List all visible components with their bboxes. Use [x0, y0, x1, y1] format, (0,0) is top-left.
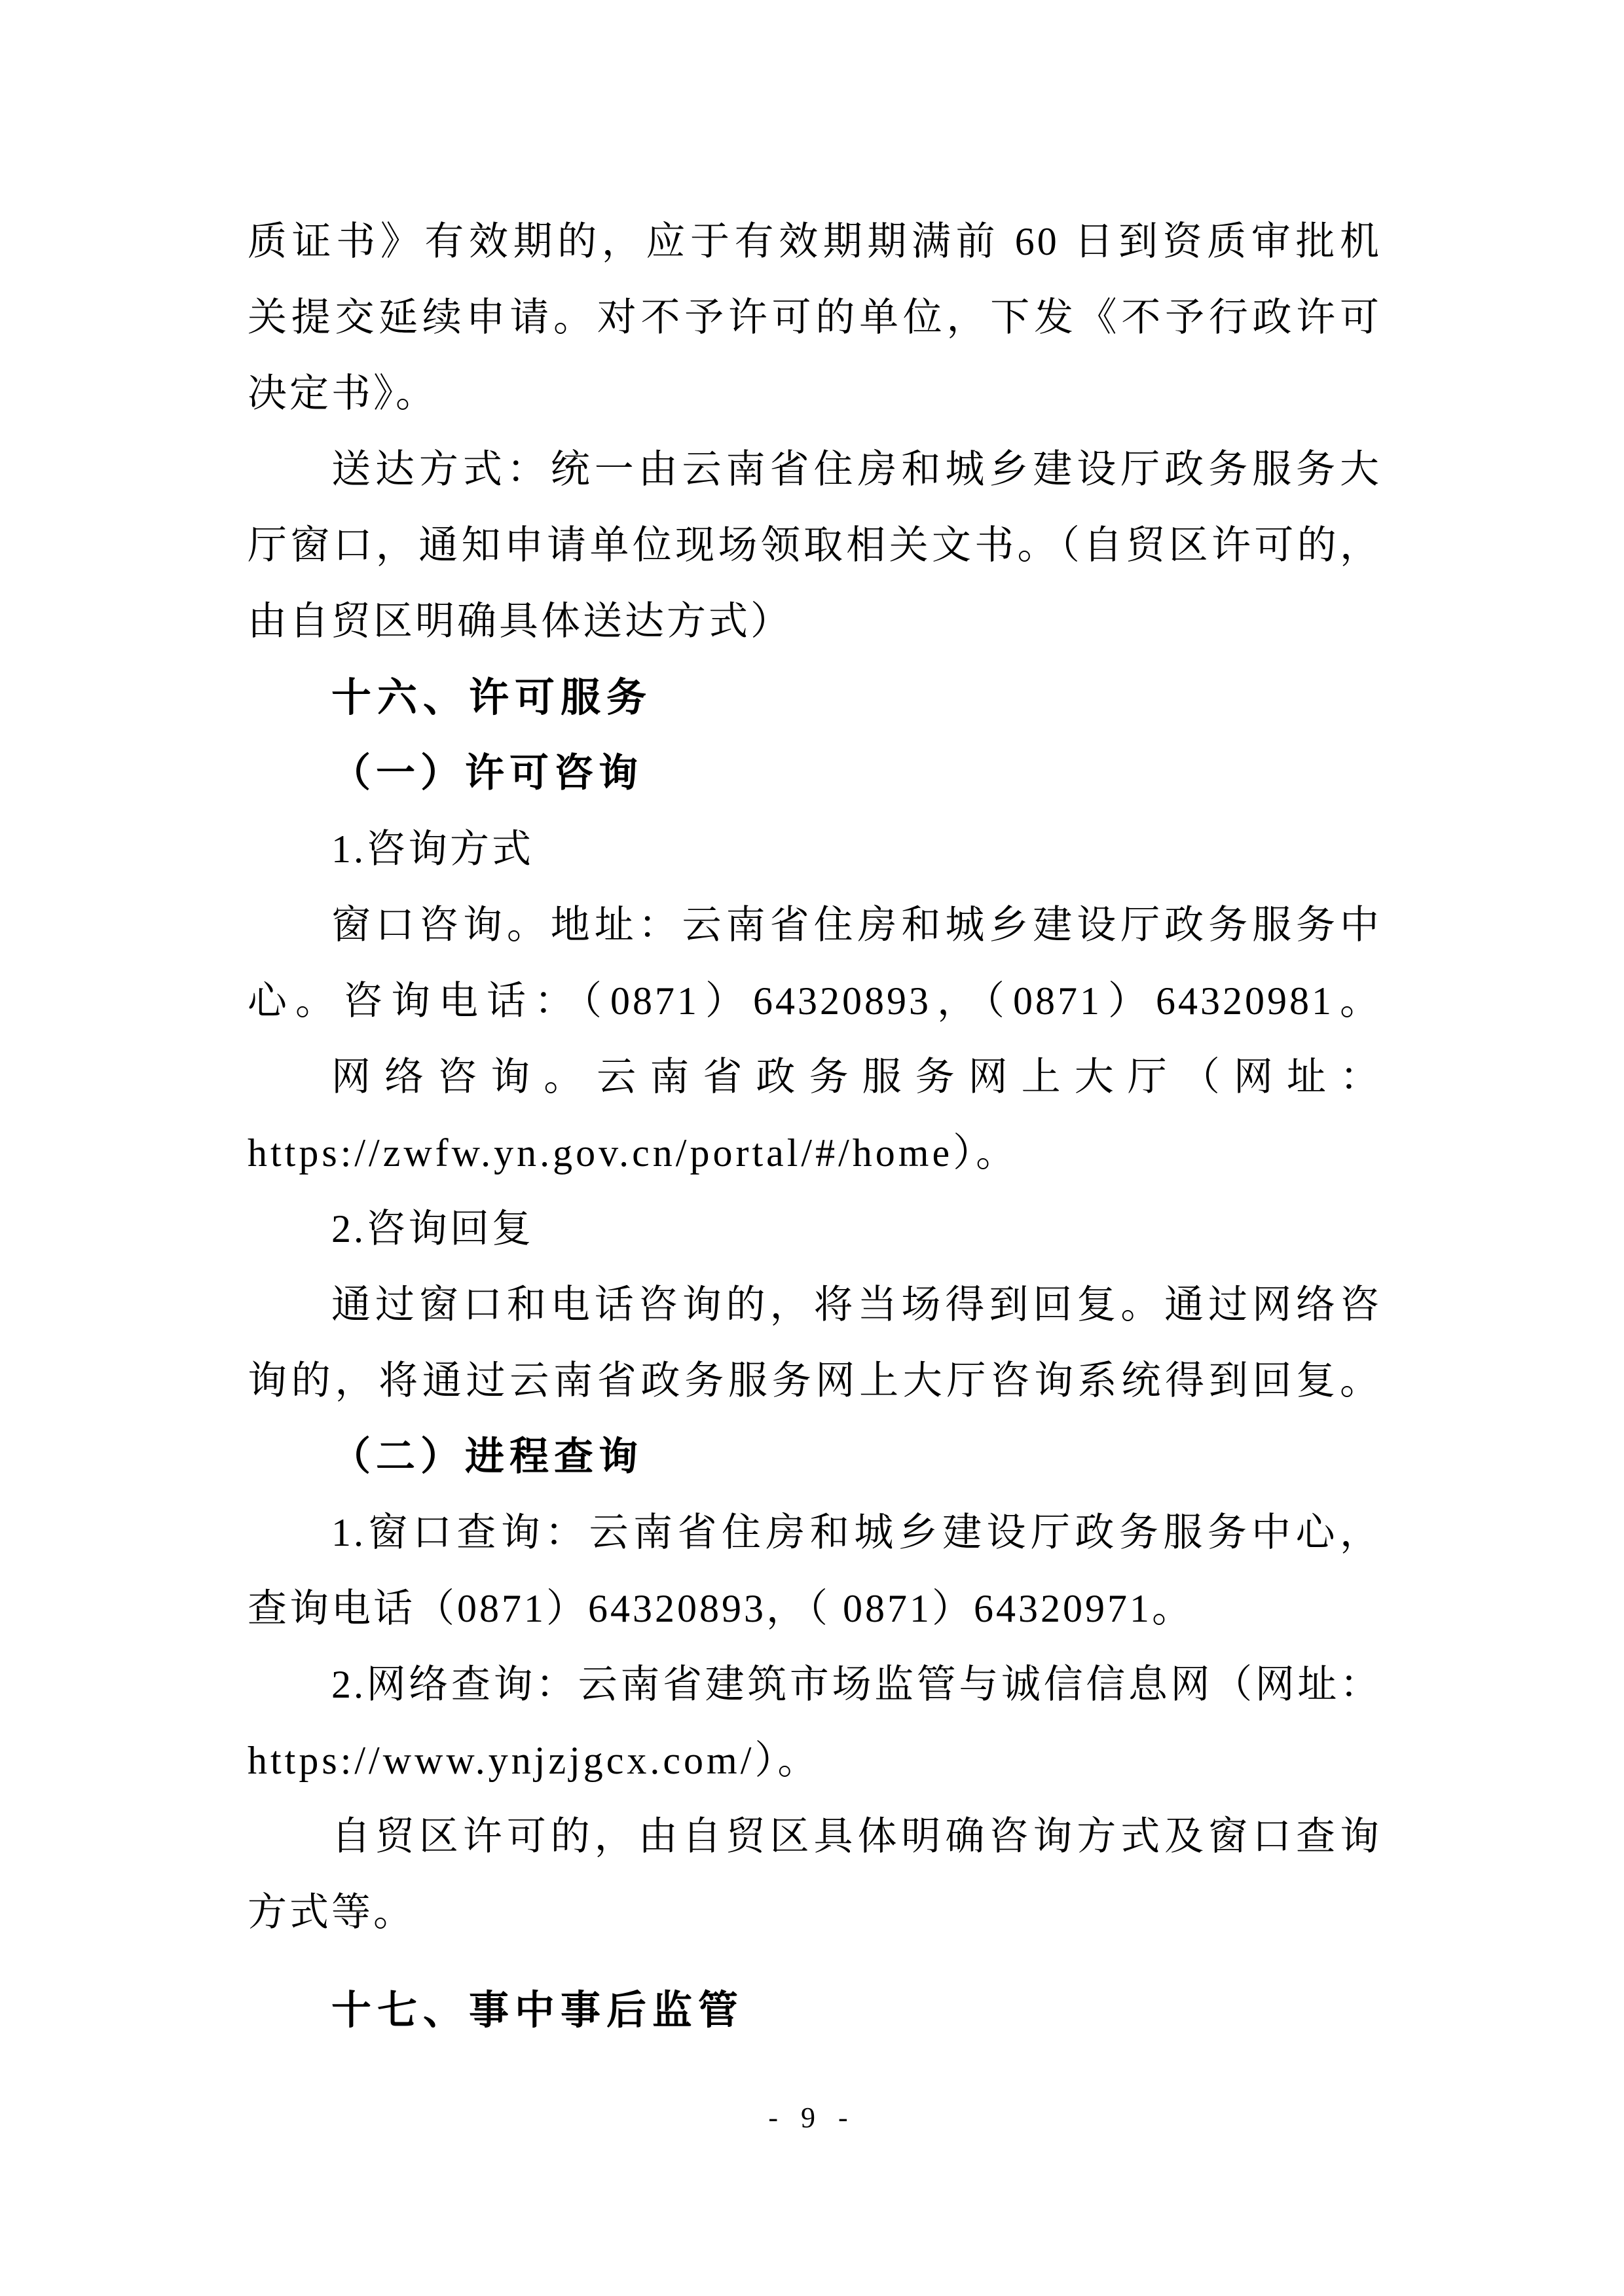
text-line: 网络咨询。云南省政务服务网上大厅（网址： [331, 1055, 1382, 1099]
text-line: 心。咨询电话：（0871）64320893，（0871）64320981。 [248, 979, 1382, 1023]
text-line: 1.咨询方式 [331, 828, 534, 871]
text-line: 质证书》有效期的，应于有效期期满前 60 日到资质审批机 [248, 220, 1382, 263]
text-line: 通过窗口和电话咨询的，将当场得到回复。通过网络咨 [331, 1283, 1382, 1326]
url-text-line: https://zwfw.yn.gov.cn/portal/#/home）。 [248, 1131, 1019, 1175]
text-line: 决定书》。 [248, 372, 437, 415]
text-line: 询的，将通过云南省政务服务网上大厅咨询系统得到回复。 [248, 1359, 1382, 1402]
url-text-line: https://www.ynjzjgcx.com/）。 [248, 1739, 821, 1782]
text-line: 2.咨询回复 [331, 1207, 534, 1250]
text-line: 厅窗口，通知申请单位现场领取相关文书。（自贸区许可的， [248, 524, 1382, 567]
text-line: 由自贸区明确具体送达方式） [248, 600, 792, 643]
text-line: 窗口咨询。地址：云南省住房和城乡建设厅政务服务中 [331, 903, 1382, 947]
text-line: 送达方式：统一由云南省住房和城乡建设厅政务服务大 [331, 448, 1382, 491]
subsection-heading: （一）许可咨询 [331, 752, 643, 795]
section-heading: 十七、事中事后监管 [331, 1988, 745, 2032]
text-line: 1.窗口查询：云南省住房和城乡建设厅政务服务中心， [331, 1511, 1382, 1554]
section-heading: 十六、许可服务 [331, 675, 653, 720]
text-line: 查询电话（0871）64320893，（ 0871）64320971。 [248, 1587, 1194, 1630]
text-line: 2.网络查询：云南省建筑市场监管与诚信信息网（网址： [331, 1663, 1382, 1706]
page-number: - 9 - [768, 2102, 856, 2134]
text-line: 关提交延续申请。对不予许可的单位，下发《不予行政许可 [248, 296, 1382, 339]
text-line: 自贸区许可的，由自贸区具体明确咨询方式及窗口查询 [331, 1815, 1382, 1858]
text-line: 方式等。 [248, 1891, 415, 1934]
subsection-heading: （二）进程查询 [331, 1435, 643, 1478]
